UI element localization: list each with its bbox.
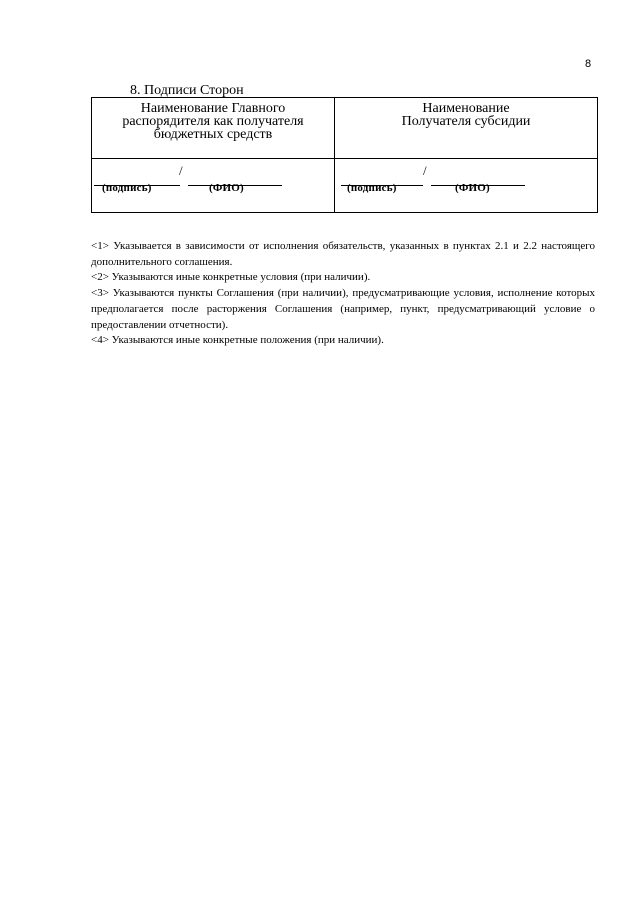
name-label: (ФИО) bbox=[455, 182, 490, 194]
signature-label: (подпись) bbox=[102, 182, 152, 194]
footnote-1: <1> Указывается в зависимости от исполнения обязательств, указанных в пунктах 2.1 и 2.2 настоящего дополнительного соглашения. bbox=[91, 240, 595, 268]
slash-separator: / bbox=[179, 163, 183, 178]
signatures-table bbox=[91, 97, 598, 213]
footnote-4: <4> Указываются иные конкретные положения (при наличии). bbox=[91, 334, 384, 347]
section-title: 8. Подписи Сторон bbox=[130, 83, 244, 98]
name-label: (ФИО) bbox=[209, 182, 244, 194]
chief-administrator-header-line-1: Наименование Главного bbox=[140, 101, 286, 116]
footnote-3: <3> Указываются пункты Соглашения (при наличии), предусматривающие условия, исполнение которых предполагается после расторжения Соглашения (например, пункт, предусматривающий условие о предоставлении отчетности). bbox=[91, 287, 595, 331]
chief-administrator-header bbox=[92, 98, 335, 159]
recipient-header-line-1: Наименование bbox=[422, 101, 510, 116]
signature-label: (подпись) bbox=[347, 182, 397, 194]
recipient-header bbox=[335, 98, 598, 159]
chief-administrator-signature-cell bbox=[92, 159, 335, 213]
footnotes bbox=[91, 239, 595, 349]
page-number: 8 bbox=[585, 58, 592, 70]
signatures-header-row bbox=[92, 98, 598, 159]
slash-separator: / bbox=[423, 163, 427, 178]
footnote-2: <2> Указываются иные конкретные условия (при наличии). bbox=[91, 271, 371, 284]
recipient-header-line-2: Получателя субсидии bbox=[401, 114, 531, 129]
chief-administrator-header-line-3: бюджетных средств bbox=[153, 127, 273, 142]
chief-administrator-header-line-2: распорядителя как получателя bbox=[122, 114, 304, 129]
signatures-sign-row bbox=[92, 159, 598, 213]
recipient-signature-cell bbox=[335, 159, 598, 213]
